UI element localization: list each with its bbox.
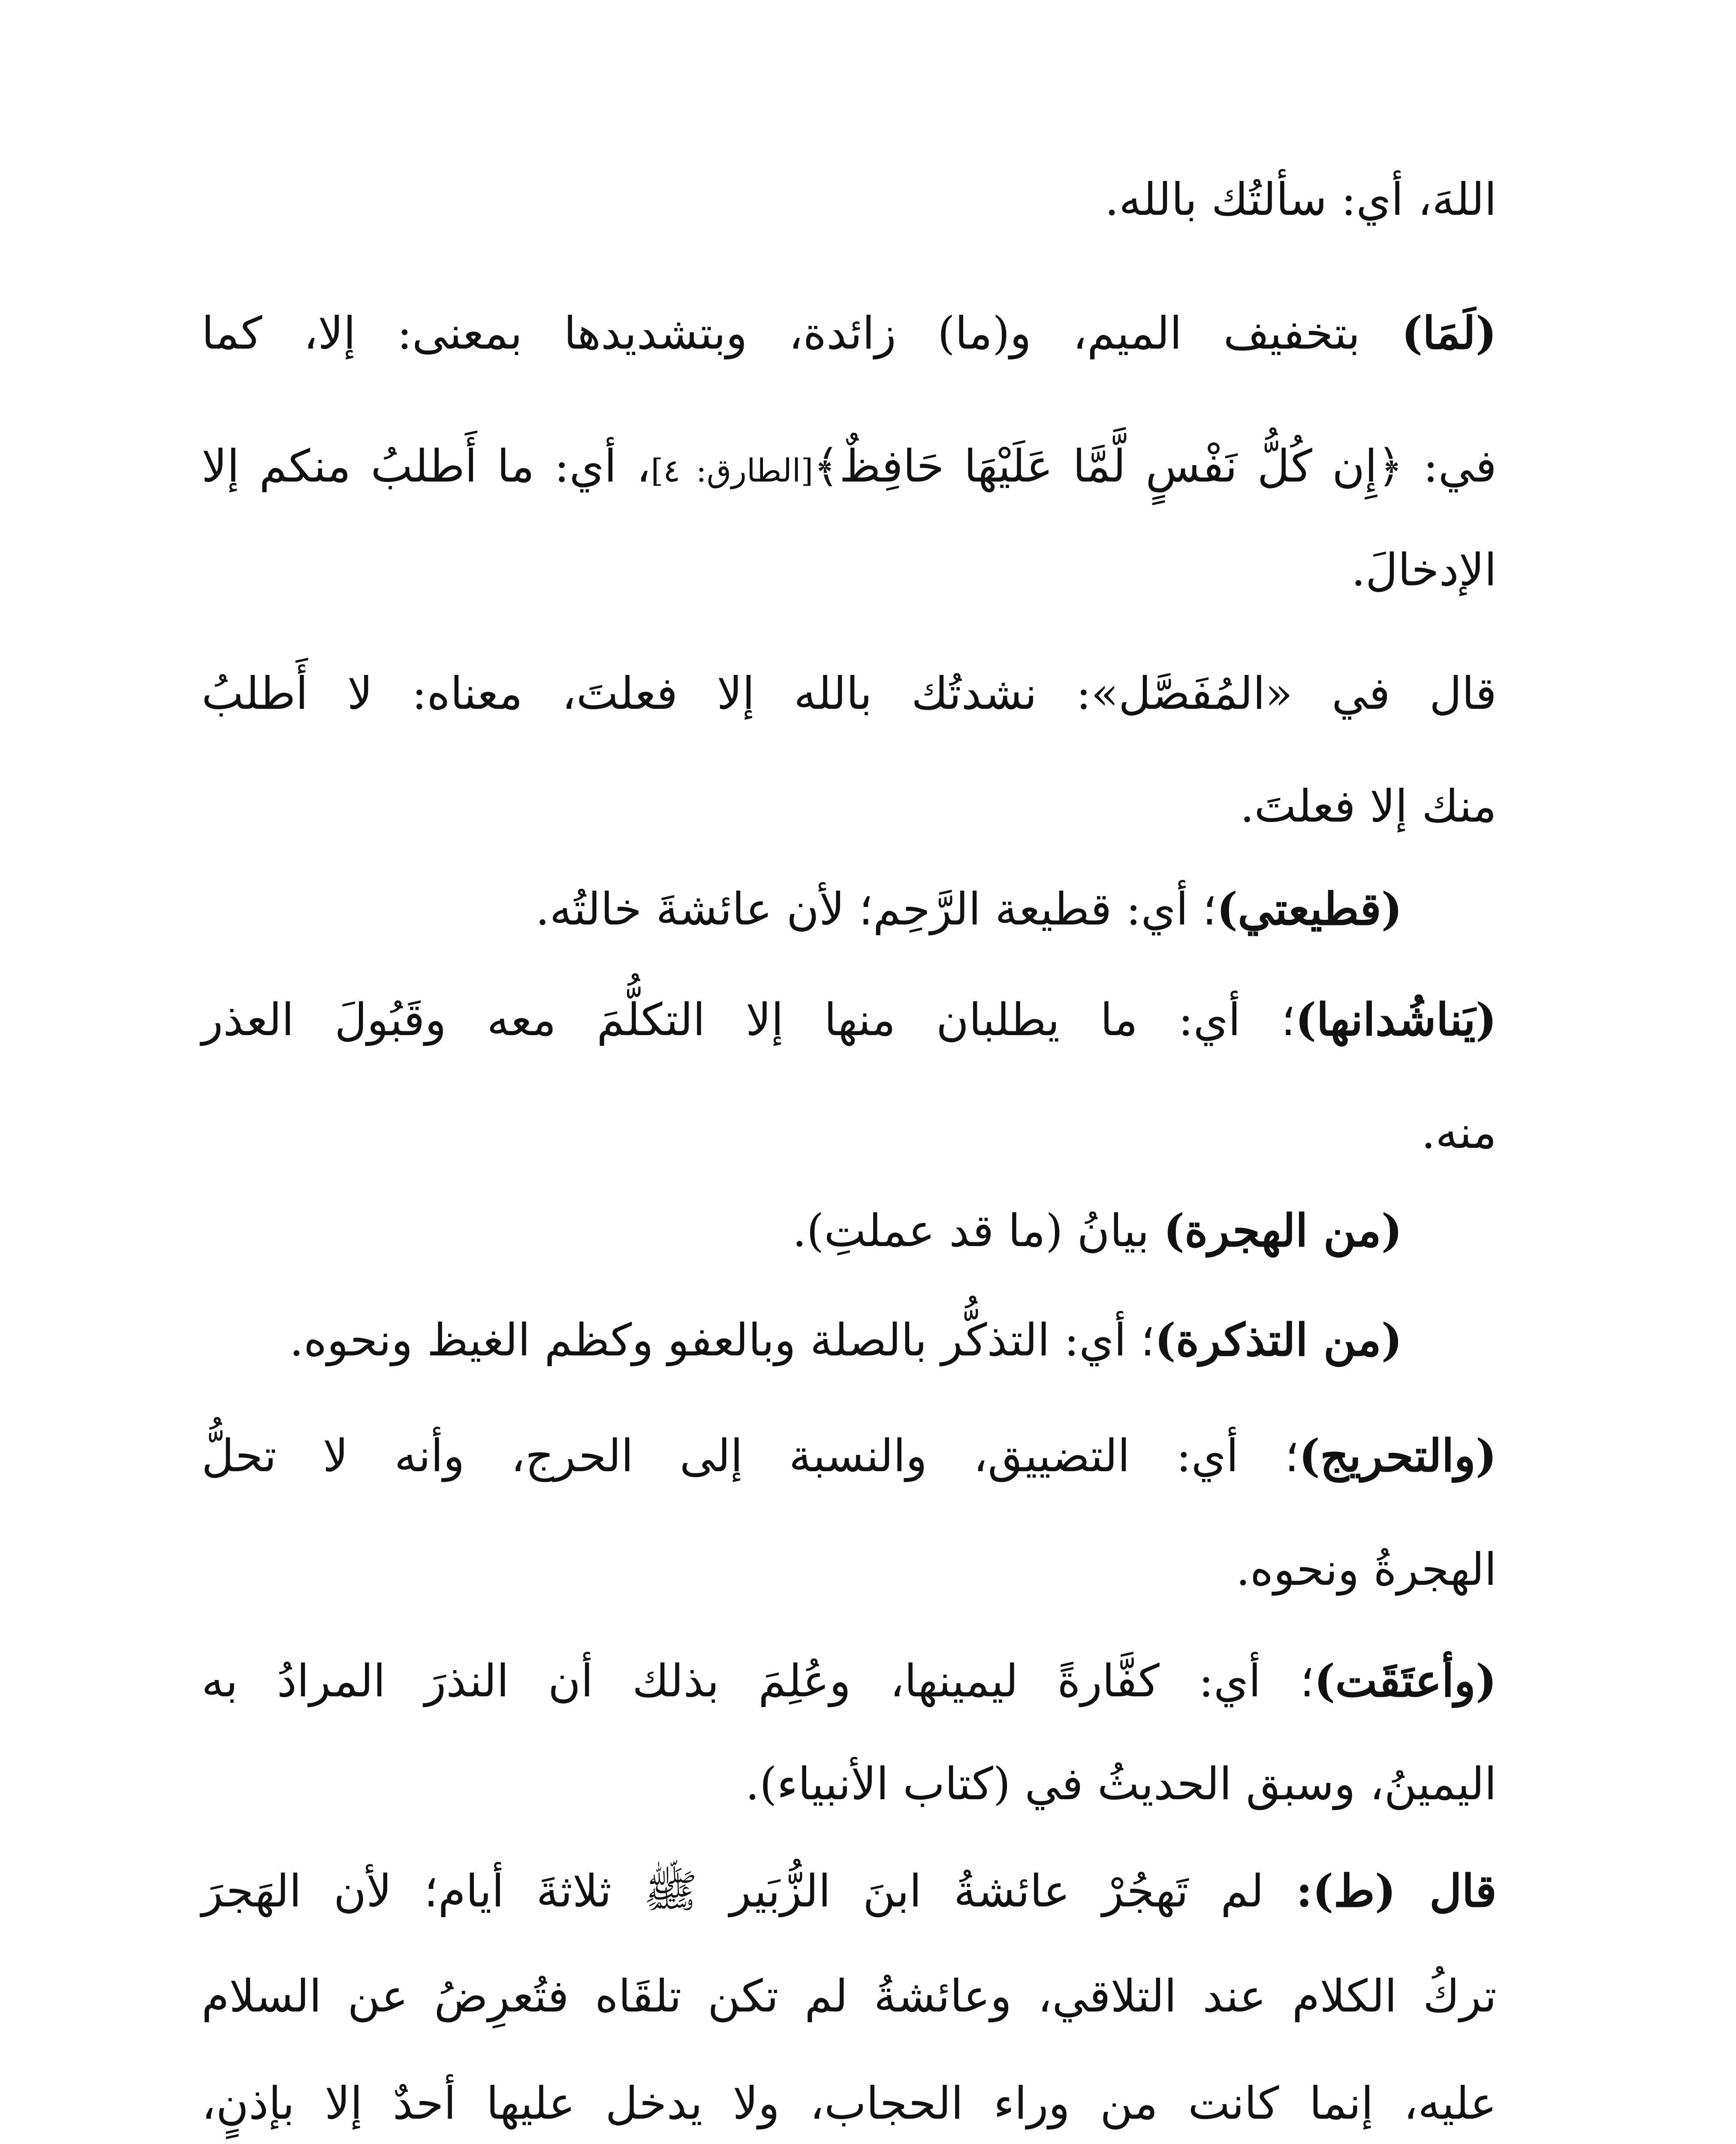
term-heading: (قطيعتي)	[1216, 882, 1402, 935]
line-text: لم تَهجُرْ عائشةُ ابنَ الزُّبَير ﷺ ثلاثةَ أيام؛ لأن الهَجرَ	[202, 1865, 1296, 1917]
quran-verse: ﴿إِن كُلُّ نَفْسٍ لَّمَّا عَلَيْهَا حَافِظٌ﴾	[813, 440, 1404, 492]
line-text: منك إلا فعلتَ.	[1240, 780, 1497, 832]
term-heading: (والتحريج)	[1299, 1429, 1497, 1482]
line-text: منه.	[1421, 1106, 1497, 1159]
line-text: ؛ أي: ما يطلبان منها إلا التكلُّمَ معه وقَبُولَ العذر	[202, 994, 1296, 1046]
text-line	[1105, 169, 1497, 229]
term-heading: (يَناشُدانها)	[1295, 993, 1497, 1046]
term-heading: (من التذكرة)	[1154, 1313, 1402, 1366]
text-line	[1351, 540, 1497, 600]
line-text: بتخفيف الميم، و(ما) زائدة، وبتشديدها بمعنى: إلا، كما	[202, 307, 1402, 359]
line-text: اللهَ، أي: سألتُك بالله.	[1105, 173, 1497, 226]
text-line	[202, 2073, 1497, 2133]
verse-reference: [الطارق: ٤]	[651, 452, 814, 489]
term-heading: (من الهجرة)	[1163, 1204, 1402, 1257]
text-line	[202, 1861, 1497, 1921]
line-text: بيانُ (ما قد عملتِ).	[792, 1204, 1163, 1257]
term-heading: (لَمَا)	[1401, 307, 1497, 359]
text-line	[202, 1426, 1497, 1486]
text-line	[202, 436, 1497, 496]
line-text: تركُ الكلام عند التلاقي، وعائشةُ لم تكن تلقَاه فتُعرِضُ عن السلام	[202, 1970, 1497, 2022]
line-text: ؛ أي: قطيعة الرَّحِم؛ لأن عائشةَ خالتُه.	[535, 883, 1217, 935]
line-text: في:	[1403, 440, 1497, 492]
text-line	[536, 879, 1402, 939]
line-text: قال في «المُفَصَّل»: نشدتُك بالله إلا فعلتَ، معناه: لا أَطلبُ	[202, 667, 1497, 720]
line-text: عليه، إنما كانت من وراء الحجاب، ولا يدخل عليها أحدٌ إلا بإذنٍ،	[202, 2077, 1497, 2129]
line-text: الإدخالَ.	[1351, 544, 1497, 596]
text-line	[202, 303, 1497, 363]
text-line	[202, 1651, 1497, 1711]
line-text: ؛ أي: التذكُّر بالصلة وبالعفو وكظم الغيظ ونحوه.	[289, 1314, 1155, 1366]
term-heading: قال (ط):	[1296, 1864, 1497, 1917]
line-text: ؛ أي: التضييق، والنسبة إلى الحرج، وأنه لا تحلُّ	[202, 1430, 1299, 1482]
line-text: ؛ أي: كفَّارةً ليمينها، وعُلِمَ بذلك أن النذرَ المرادُ به	[202, 1655, 1314, 1707]
text-line	[202, 1966, 1497, 2026]
text-line	[793, 1201, 1402, 1261]
line-text: ، أي: ما أَطلبُ منكم إلا	[202, 440, 651, 492]
text-line	[202, 663, 1497, 723]
text-line	[1240, 776, 1497, 836]
text-line	[745, 1754, 1497, 1814]
line-text: اليمينُ، وسبق الحديثُ في (كتاب الأنبياء).	[745, 1758, 1497, 1810]
term-heading: (وأعتَقَت)	[1314, 1654, 1497, 1707]
line-text: الهجرةُ ونحوه.	[1236, 1543, 1497, 1596]
text-line	[1421, 1102, 1497, 1162]
text-line	[202, 990, 1497, 1050]
text-line	[1236, 1539, 1497, 1599]
text-line	[289, 1310, 1402, 1370]
